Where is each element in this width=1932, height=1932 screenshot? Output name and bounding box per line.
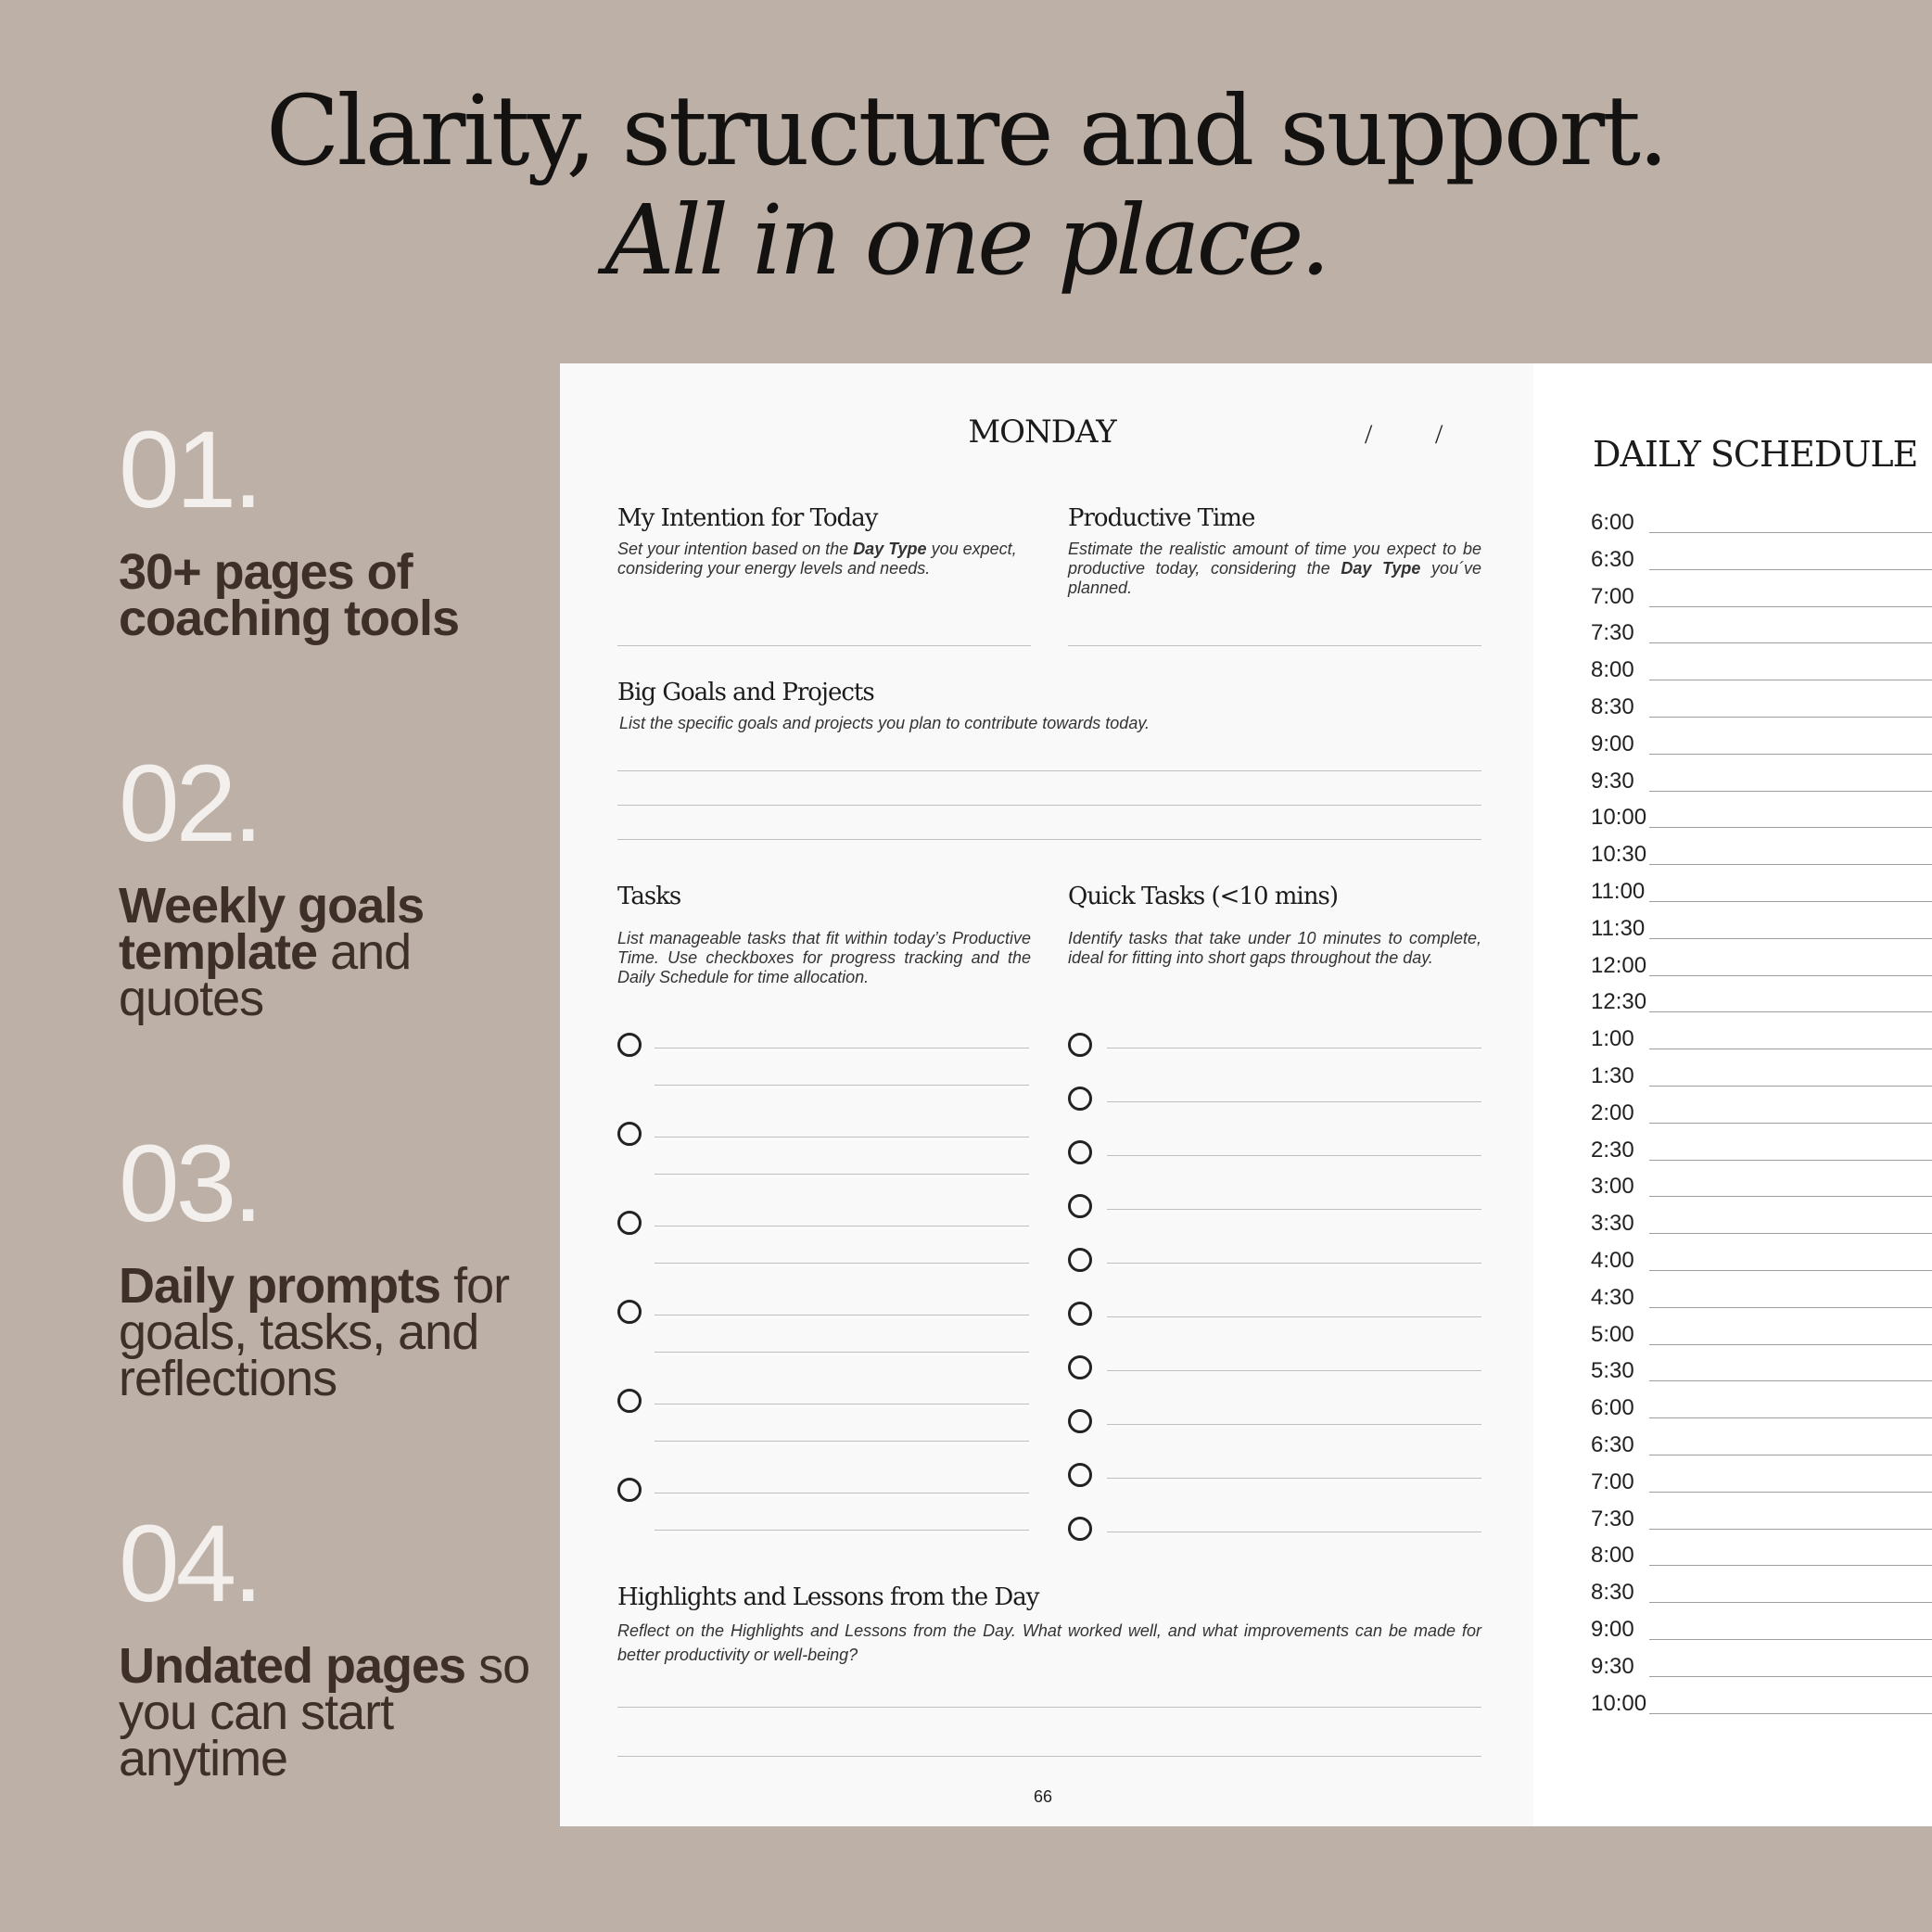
quick-task-line[interactable]	[1107, 1209, 1481, 1210]
feature-rest: so you can start anytime	[119, 1638, 530, 1786]
task-line[interactable]	[655, 1174, 1029, 1175]
task-checkbox[interactable]	[617, 1033, 642, 1057]
schedule-line[interactable]	[1649, 1011, 1932, 1012]
quick-task-line[interactable]	[1107, 1048, 1481, 1049]
intention-title: My Intention for Today	[617, 504, 878, 532]
feature-02	[119, 743, 545, 1026]
task-checkbox[interactable]	[617, 1300, 642, 1324]
schedule-line[interactable]	[1649, 901, 1932, 902]
quick-task-checkbox[interactable]	[1068, 1033, 1092, 1057]
schedule-time: 6:30	[1591, 546, 1634, 572]
task-line[interactable]	[655, 1263, 1029, 1264]
task-line[interactable]	[655, 1085, 1029, 1086]
task-line[interactable]	[655, 1530, 1029, 1531]
headline	[0, 76, 1932, 295]
feature-description	[119, 544, 545, 646]
schedule-line[interactable]	[1649, 791, 1932, 792]
feature-number: 02.	[119, 743, 261, 865]
highlights-line[interactable]	[617, 1756, 1481, 1757]
schedule-time: 3:00	[1591, 1174, 1634, 1200]
quick-task-checkbox[interactable]	[1068, 1302, 1092, 1326]
schedule-time: 10:00	[1591, 805, 1647, 831]
feature-description	[119, 1258, 545, 1406]
quick-task-line[interactable]	[1107, 1478, 1481, 1479]
quick-task-checkbox[interactable]	[1068, 1463, 1092, 1487]
schedule-time: 1:30	[1591, 1063, 1634, 1088]
highlights-text: Reflect on the Highlights and Lessons from the Day. What worked well, and what improvements can be made for better productivity or well-being?	[617, 1621, 1481, 1664]
productive-text-a: Estimate the realistic amount of time you expect to be productive today, considering the	[1068, 540, 1481, 578]
goals-text: List the specific goals and projects you plan to contribute towards today.	[619, 714, 1150, 732]
schedule-line[interactable]	[1649, 1160, 1932, 1161]
schedule-time: 7:30	[1591, 620, 1634, 646]
schedule-time: 11:30	[1591, 915, 1646, 941]
task-line[interactable]	[655, 1352, 1029, 1353]
quick-task-line[interactable]	[1107, 1263, 1481, 1264]
intention-text	[617, 540, 1031, 578]
task-line[interactable]	[655, 1048, 1029, 1049]
feature-rest: and quotes	[119, 924, 412, 1026]
highlights-line[interactable]	[617, 1707, 1481, 1708]
schedule-time: 9:00	[1591, 731, 1634, 756]
feature-bold: 30+ pages of coaching tools	[119, 544, 460, 646]
schedule-line[interactable]	[1649, 717, 1932, 718]
feature-rest: for goals, tasks, and reflections	[119, 1258, 510, 1406]
feature-bold: Weekly goals template	[119, 878, 425, 980]
task-line[interactable]	[655, 1441, 1029, 1442]
schedule-time: 6:00	[1591, 510, 1634, 535]
productive-title: Productive Time	[1068, 504, 1255, 532]
schedule-line[interactable]	[1649, 975, 1932, 976]
productive-text	[1068, 540, 1481, 598]
goals-title: Big Goals and Projects	[617, 679, 874, 706]
goals-line[interactable]	[617, 805, 1481, 806]
quick-task-checkbox[interactable]	[1068, 1517, 1092, 1541]
schedule-line[interactable]	[1649, 1380, 1932, 1381]
schedule-line[interactable]	[1649, 1123, 1932, 1124]
date-separator: /	[1435, 419, 1443, 450]
task-checkbox[interactable]	[617, 1389, 642, 1413]
quick-task-checkbox[interactable]	[1068, 1194, 1092, 1218]
task-checkbox[interactable]	[617, 1211, 642, 1235]
quick-tasks-title: Quick Tasks (<10 mins)	[1068, 883, 1338, 910]
schedule-line[interactable]	[1649, 754, 1932, 755]
feature-number: 04.	[119, 1503, 261, 1625]
schedule-time: 12:00	[1591, 952, 1647, 978]
schedule-line[interactable]	[1649, 1676, 1932, 1677]
tasks-text: List manageable tasks that fit within today’s Productive Time. Use checkboxes for progress tracking and the Daily Schedule for time allocation.	[617, 929, 1031, 986]
feature-number: 01.	[119, 409, 261, 531]
schedule-time: 8:00	[1591, 1543, 1634, 1569]
day-title: MONDAY	[968, 413, 1116, 451]
quick-task-line[interactable]	[1107, 1155, 1481, 1156]
task-line[interactable]	[655, 1226, 1029, 1227]
schedule-line[interactable]	[1649, 1196, 1932, 1197]
schedule-line[interactable]	[1649, 569, 1932, 570]
schedule-line[interactable]	[1649, 642, 1932, 643]
schedule-time: 6:00	[1591, 1395, 1634, 1421]
schedule-line[interactable]	[1649, 1344, 1932, 1345]
date-separator: /	[1365, 419, 1373, 450]
schedule-line[interactable]	[1649, 1307, 1932, 1308]
planner-page	[560, 363, 1533, 1826]
schedule-time: 6:30	[1591, 1432, 1634, 1457]
schedule-line[interactable]	[1649, 1602, 1932, 1603]
schedule-title: DAILY SCHEDULE	[1593, 434, 1918, 475]
schedule-time: 2:00	[1591, 1099, 1634, 1125]
schedule-line[interactable]	[1649, 1565, 1932, 1566]
schedule-time: 7:30	[1591, 1506, 1634, 1532]
schedule-time: 5:00	[1591, 1321, 1634, 1347]
schedule-time: 4:00	[1591, 1248, 1634, 1273]
task-line[interactable]	[655, 1137, 1029, 1138]
quick-task-line[interactable]	[1107, 1424, 1481, 1425]
schedule-time: 9:30	[1591, 768, 1634, 794]
feature-01	[119, 409, 545, 646]
feature-bold: Daily prompts	[119, 1258, 441, 1314]
quick-task-checkbox[interactable]	[1068, 1248, 1092, 1272]
quick-task-line[interactable]	[1107, 1370, 1481, 1371]
daily-schedule-page	[1533, 363, 1932, 1826]
schedule-time: 8:30	[1591, 1580, 1634, 1606]
page-number: 66	[1033, 1787, 1053, 1806]
quick-task-checkbox[interactable]	[1068, 1355, 1092, 1379]
schedule-line[interactable]	[1649, 827, 1932, 828]
intention-text-b: Day Type	[853, 540, 927, 558]
task-checkbox[interactable]	[617, 1478, 642, 1502]
highlights-title: Highlights and Lessons from the Day	[617, 1583, 1039, 1611]
feature-03	[119, 1123, 545, 1406]
schedule-time: 8:00	[1591, 657, 1634, 683]
productive-text-b: Day Type	[1341, 559, 1421, 578]
schedule-line[interactable]	[1649, 1417, 1932, 1418]
intention-text-a: Set your intention based on the	[617, 540, 854, 558]
schedule-line[interactable]	[1649, 1233, 1932, 1234]
goals-line[interactable]	[617, 770, 1481, 771]
headline-line-1: Clarity, structure and support.	[265, 74, 1667, 187]
intention-text-c: you expect, considering your energy levels and needs.	[617, 540, 1017, 578]
schedule-line[interactable]	[1649, 1086, 1932, 1087]
productive-line[interactable]	[1068, 645, 1481, 646]
goals-line[interactable]	[617, 839, 1481, 840]
quick-task-checkbox[interactable]	[1068, 1409, 1092, 1433]
schedule-time: 8:30	[1591, 694, 1634, 719]
schedule-line[interactable]	[1649, 1713, 1932, 1714]
schedule-time: 4:30	[1591, 1284, 1634, 1310]
schedule-line[interactable]	[1649, 1270, 1932, 1271]
quick-task-checkbox[interactable]	[1068, 1140, 1092, 1164]
quick-tasks-text: Identify tasks that take under 10 minutes to complete, ideal for fitting into short gaps throughout the day.	[1068, 929, 1481, 967]
quick-task-checkbox[interactable]	[1068, 1087, 1092, 1111]
task-line[interactable]	[655, 1315, 1029, 1316]
feature-description	[119, 878, 545, 1026]
productive-text-c: you´ve planned.	[1068, 559, 1481, 597]
feature-number: 03.	[119, 1123, 261, 1245]
schedule-time: 1:00	[1591, 1026, 1634, 1052]
schedule-time: 11:00	[1591, 879, 1646, 904]
schedule-line[interactable]	[1649, 1639, 1932, 1640]
feature-description	[119, 1638, 545, 1786]
schedule-line[interactable]	[1649, 606, 1932, 607]
quick-task-line[interactable]	[1107, 1316, 1481, 1317]
tasks-title: Tasks	[617, 883, 681, 910]
feature-04	[119, 1503, 545, 1786]
schedule-time: 10:30	[1591, 842, 1647, 868]
task-checkbox[interactable]	[617, 1122, 642, 1146]
schedule-time: 9:30	[1591, 1653, 1634, 1679]
headline-line-2: All in one place.	[604, 184, 1328, 297]
schedule-time: 10:00	[1591, 1690, 1647, 1716]
task-line[interactable]	[655, 1404, 1029, 1405]
feature-bold: Undated pages	[119, 1638, 466, 1694]
schedule-line[interactable]	[1649, 938, 1932, 939]
schedule-time: 7:00	[1591, 583, 1634, 609]
schedule-line[interactable]	[1649, 1529, 1932, 1530]
schedule-time: 3:30	[1591, 1211, 1634, 1237]
schedule-time: 5:30	[1591, 1358, 1634, 1384]
intention-line[interactable]	[617, 645, 1031, 646]
schedule-time: 9:00	[1591, 1617, 1634, 1642]
schedule-line[interactable]	[1649, 864, 1932, 865]
schedule-line[interactable]	[1649, 532, 1932, 533]
schedule-time: 7:00	[1591, 1468, 1634, 1494]
schedule-time: 12:30	[1591, 989, 1647, 1015]
schedule-line[interactable]	[1649, 1492, 1932, 1493]
schedule-time: 2:30	[1591, 1137, 1634, 1163]
quick-task-line[interactable]	[1107, 1101, 1481, 1102]
